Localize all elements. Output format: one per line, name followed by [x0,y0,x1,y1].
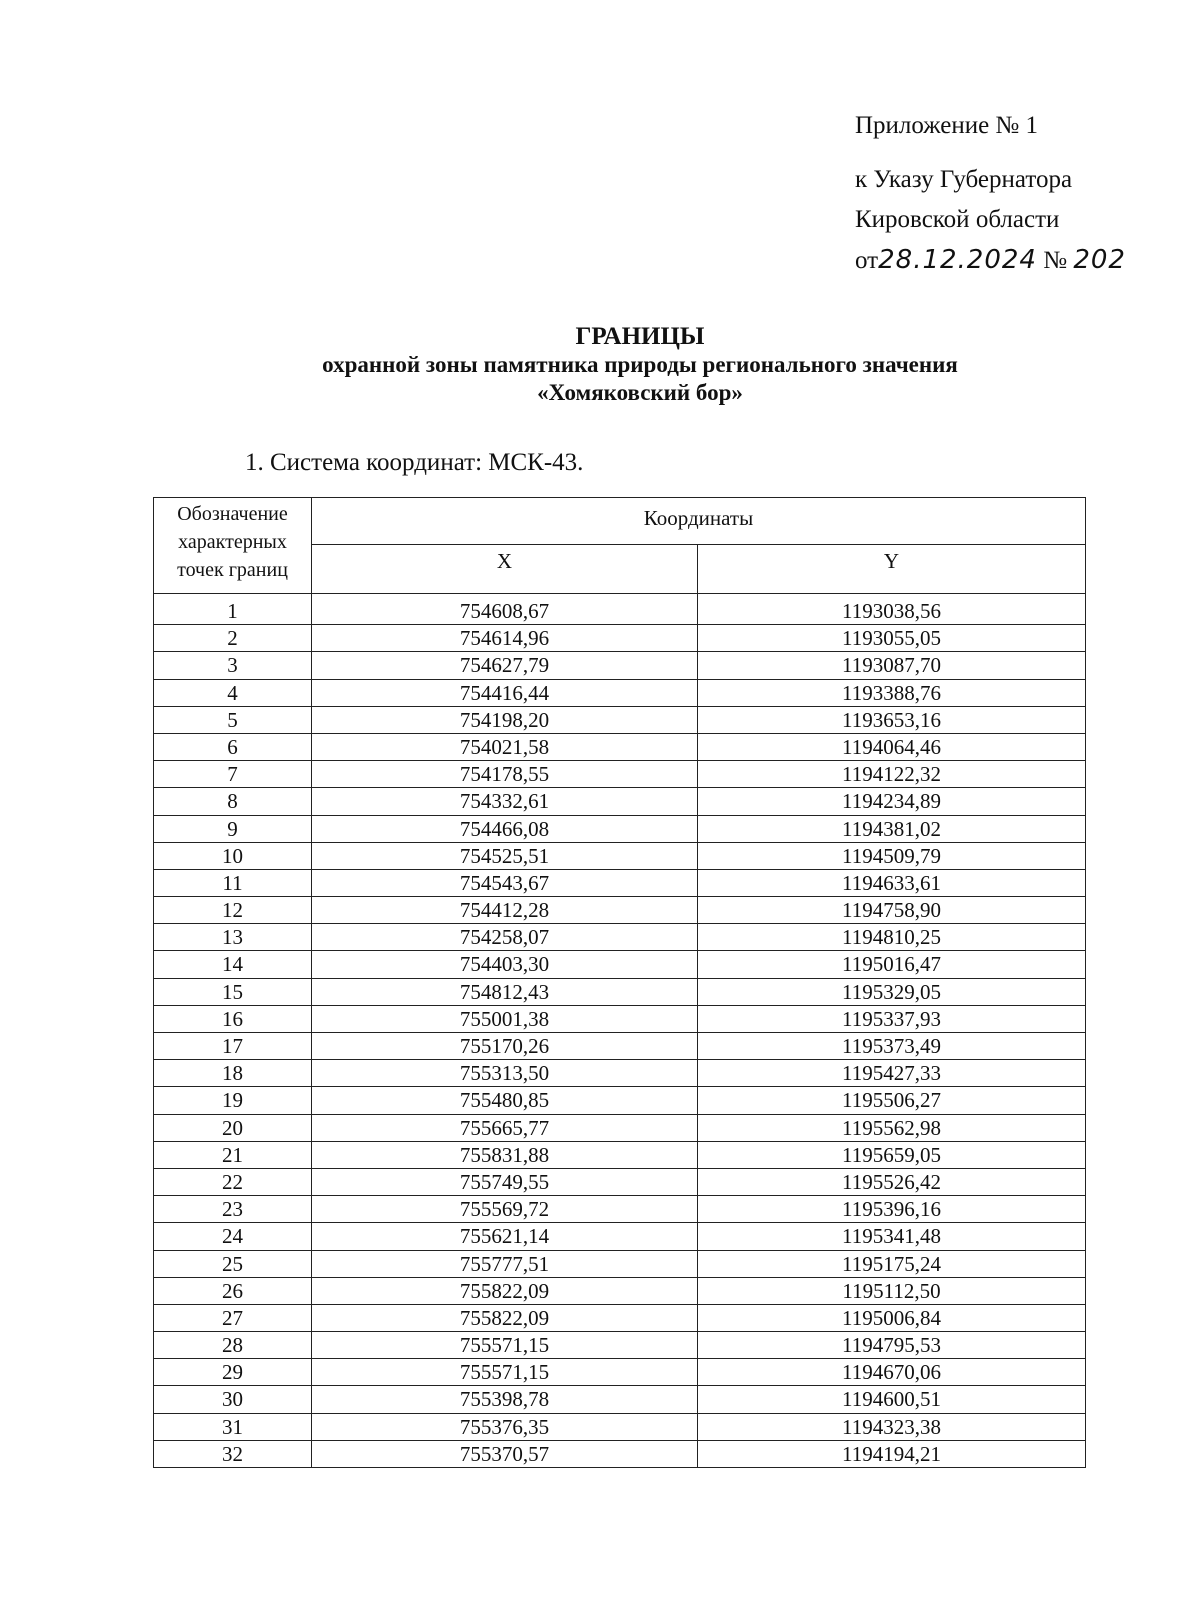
point-number-cell: 19 [154,1087,312,1114]
point-number-cell: 27 [154,1304,312,1331]
y-coordinate-cell: 1195016,47 [698,951,1086,978]
y-coordinate-cell: 1195659,05 [698,1141,1086,1168]
x-coordinate-cell: 754614,96 [312,625,698,652]
point-number-cell: 31 [154,1413,312,1440]
table-row [154,842,1086,869]
point-number-cell: 30 [154,1386,312,1413]
x-coordinate-cell: 754258,07 [312,924,698,951]
table-row [154,1087,1086,1114]
point-number-cell: 14 [154,951,312,978]
x-coordinate-cell: 755001,38 [312,1005,698,1032]
appendix-decree-line: к Указу Губернатора [855,166,1073,193]
point-number-cell: 10 [154,842,312,869]
x-coordinate-cell: 755370,57 [312,1440,698,1467]
x-coordinate-cell: 754525,51 [312,842,698,869]
point-number-cell: 9 [154,815,312,842]
y-coordinate-cell: 1194670,06 [698,1359,1086,1386]
table-row [154,1386,1086,1413]
x-coordinate-cell: 754412,28 [312,897,698,924]
y-coordinate-cell: 1194633,61 [698,869,1086,896]
x-coordinate-cell: 755571,15 [312,1332,698,1359]
y-coordinate-cell: 1195526,42 [698,1168,1086,1195]
table-row [154,1277,1086,1304]
y-coordinate-cell: 1195329,05 [698,978,1086,1005]
table-row [154,1250,1086,1277]
x-coordinate-cell: 755831,88 [312,1141,698,1168]
x-coordinate-cell: 754543,67 [312,869,698,896]
y-coordinate-cell: 1194758,90 [698,897,1086,924]
appendix-region-line: Кировской области [855,206,1060,233]
point-number-cell: 28 [154,1332,312,1359]
x-coordinate-cell: 754021,58 [312,733,698,760]
table-row [154,652,1086,679]
handwritten-number: 202 [1073,245,1126,275]
y-coordinate-cell: 1194810,25 [698,924,1086,951]
y-coordinate-cell: 1193038,56 [698,594,1086,625]
table-row [154,1005,1086,1032]
table-row [154,1060,1086,1087]
x-coordinate-cell: 754812,43 [312,978,698,1005]
point-number-cell: 3 [154,652,312,679]
x-coordinate-cell: 754627,79 [312,652,698,679]
y-coordinate-cell: 1195562,98 [698,1114,1086,1141]
point-number-cell: 2 [154,625,312,652]
y-coordinate-cell: 1193653,16 [698,706,1086,733]
handwritten-date: 28.12.2024 [878,245,1037,275]
point-number-cell: 15 [154,978,312,1005]
header-y: Y [698,545,1086,594]
point-number-cell: 20 [154,1114,312,1141]
y-coordinate-cell: 1194600,51 [698,1386,1086,1413]
coordinates-table [153,497,1086,1468]
table-row [154,1141,1086,1168]
table-row [154,788,1086,815]
table-row [154,706,1086,733]
x-coordinate-cell: 754332,61 [312,788,698,815]
y-coordinate-cell: 1195337,93 [698,1005,1086,1032]
x-coordinate-cell: 754416,44 [312,679,698,706]
x-coordinate-cell: 755569,72 [312,1196,698,1223]
x-coordinate-cell: 754198,20 [312,706,698,733]
table-row [154,1114,1086,1141]
point-number-cell: 13 [154,924,312,951]
table-row [154,897,1086,924]
table-row [154,1440,1086,1467]
document-title [0,323,1200,407]
point-number-cell: 22 [154,1168,312,1195]
table-row [154,815,1086,842]
table-row [154,869,1086,896]
y-coordinate-cell: 1194122,32 [698,761,1086,788]
appendix-block [855,106,1126,281]
y-coordinate-cell: 1193388,76 [698,679,1086,706]
y-coordinate-cell: 1195373,49 [698,1033,1086,1060]
x-coordinate-cell: 755777,51 [312,1250,698,1277]
point-number-cell: 26 [154,1277,312,1304]
table-row [154,733,1086,760]
x-coordinate-cell: 754466,08 [312,815,698,842]
appendix-number: Приложение № 1 [855,112,1039,139]
x-coordinate-cell: 755822,09 [312,1304,698,1331]
x-coordinate-cell: 755749,55 [312,1168,698,1195]
table-row [154,1413,1086,1440]
table-row [154,1223,1086,1250]
x-coordinate-cell: 755822,09 [312,1277,698,1304]
x-coordinate-cell: 755313,50 [312,1060,698,1087]
header-coordinates: Координаты [312,498,1086,545]
table-row [154,761,1086,788]
table-row [154,1196,1086,1223]
table-body [154,594,1086,1468]
point-number-cell: 7 [154,761,312,788]
y-coordinate-cell: 1195112,50 [698,1277,1086,1304]
y-coordinate-cell: 1193087,70 [698,652,1086,679]
y-coordinate-cell: 1193055,05 [698,625,1086,652]
appendix-date-line [855,240,1126,281]
point-number-cell: 11 [154,869,312,896]
header-x: X [312,545,698,594]
x-coordinate-cell: 754178,55 [312,761,698,788]
title-line-2: охранной зоны памятника природы регионального значения [322,352,958,377]
x-coordinate-cell: 755480,85 [312,1087,698,1114]
date-prefix: от [855,247,879,274]
x-coordinate-cell: 755665,77 [312,1114,698,1141]
y-coordinate-cell: 1194064,46 [698,733,1086,760]
x-coordinate-cell: 755170,26 [312,1033,698,1060]
y-coordinate-cell: 1194509,79 [698,842,1086,869]
x-coordinate-cell: 755571,15 [312,1359,698,1386]
point-number-cell: 21 [154,1141,312,1168]
point-number-cell: 18 [154,1060,312,1087]
point-number-cell: 24 [154,1223,312,1250]
point-number-cell: 4 [154,679,312,706]
point-number-cell: 8 [154,788,312,815]
y-coordinate-cell: 1194323,38 [698,1413,1086,1440]
x-coordinate-cell: 755621,14 [312,1223,698,1250]
y-coordinate-cell: 1195427,33 [698,1060,1086,1087]
y-coordinate-cell: 1195006,84 [698,1304,1086,1331]
point-number-cell: 1 [154,594,312,625]
header-designation: Обозначение характерных точек границ [154,498,312,594]
table-row [154,679,1086,706]
y-coordinate-cell: 1195396,16 [698,1196,1086,1223]
point-number-cell: 12 [154,897,312,924]
point-number-cell: 32 [154,1440,312,1467]
table-row [154,1359,1086,1386]
y-coordinate-cell: 1195506,27 [698,1087,1086,1114]
table-row [154,951,1086,978]
table-row [154,1304,1086,1331]
x-coordinate-cell: 755398,78 [312,1386,698,1413]
point-number-cell: 25 [154,1250,312,1277]
x-coordinate-cell: 754403,30 [312,951,698,978]
title-line-3: «Хомяковский бор» [537,380,743,405]
point-number-cell: 16 [154,1005,312,1032]
title-main: ГРАНИЦЫ [575,323,705,350]
point-number-cell: 29 [154,1359,312,1386]
point-number-cell: 5 [154,706,312,733]
table-row [154,924,1086,951]
x-coordinate-cell: 755376,35 [312,1413,698,1440]
y-coordinate-cell: 1194194,21 [698,1440,1086,1467]
table-row [154,1168,1086,1195]
point-number-cell: 6 [154,733,312,760]
table-row [154,978,1086,1005]
table-row [154,594,1086,625]
point-number-cell: 17 [154,1033,312,1060]
y-coordinate-cell: 1194381,02 [698,815,1086,842]
y-coordinate-cell: 1195341,48 [698,1223,1086,1250]
y-coordinate-cell: 1194234,89 [698,788,1086,815]
table-row [154,1332,1086,1359]
y-coordinate-cell: 1195175,24 [698,1250,1086,1277]
y-coordinate-cell: 1194795,53 [698,1332,1086,1359]
coordinate-system-label: 1. Система координат: МСК-43. [245,449,584,476]
x-coordinate-cell: 754608,67 [312,594,698,625]
number-prefix: № [1043,247,1068,274]
table-row [154,625,1086,652]
point-number-cell: 23 [154,1196,312,1223]
table-row [154,1033,1086,1060]
